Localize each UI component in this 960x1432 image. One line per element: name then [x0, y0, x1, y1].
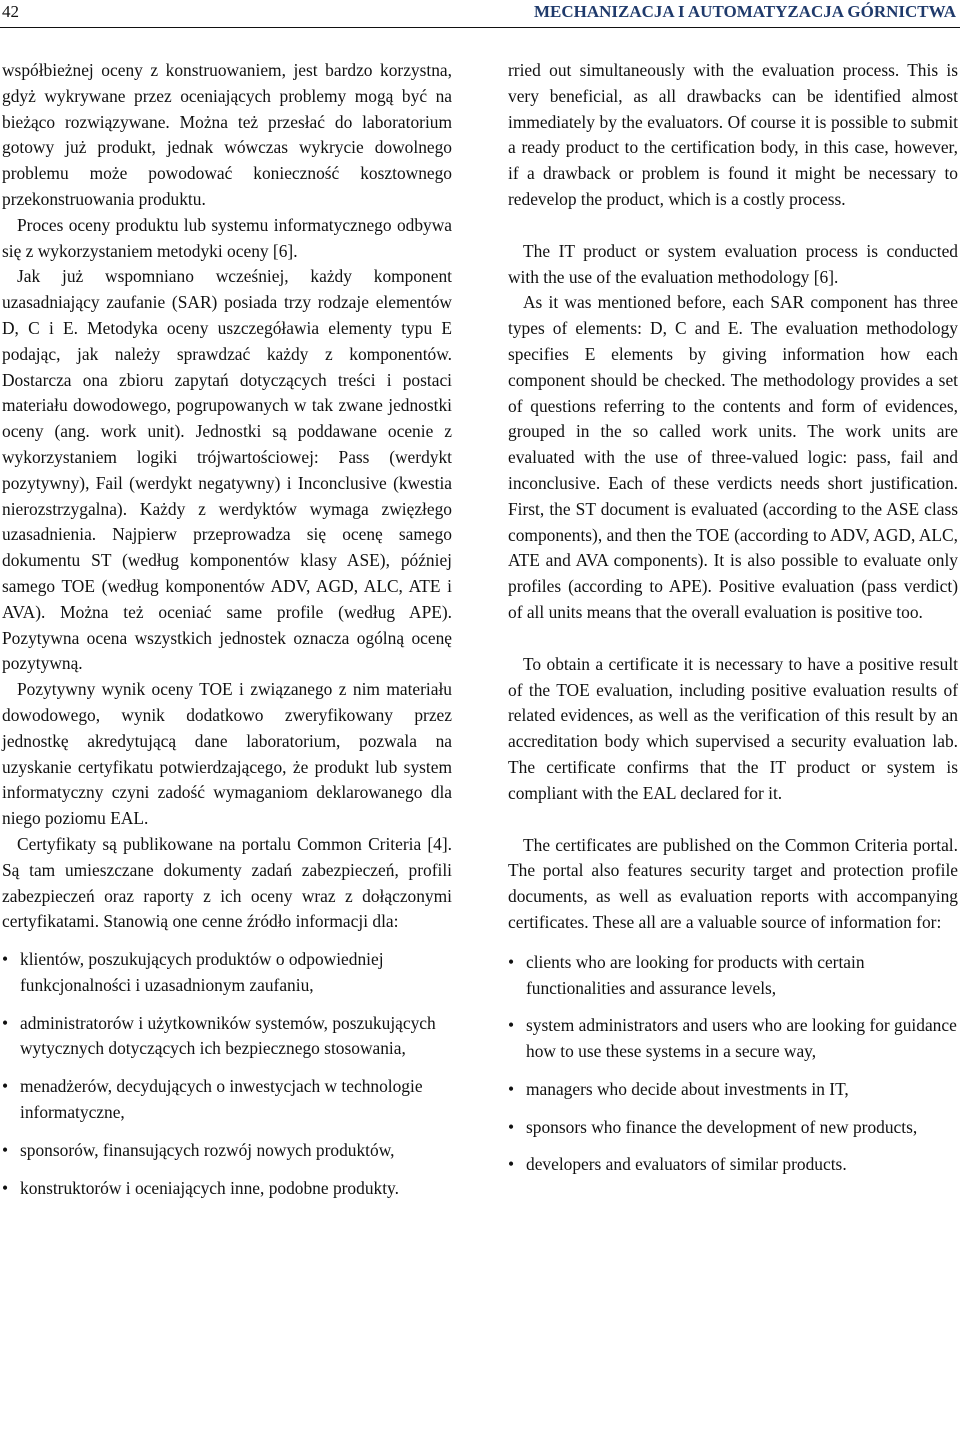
paragraph: The certificates are published on the Common Criteria portal. The portal also features security target and protection profile documents, as well as evaluation reports with accompanying certificates. These all are a valuable source of information for: — [508, 834, 958, 932]
paragraph-gap — [508, 626, 958, 652]
journal-title: MECHANIZACJA I AUTOMATYZACJA GÓRNICTWA — [533, 2, 956, 21]
list-item: • menadżerów, decydujących o inwestycjach w technologie informatyczne, — [2, 1074, 452, 1126]
list-item: • developers and evaluators of similar products. — [508, 1152, 958, 1178]
paragraph: Certyfikaty są publikowane na portalu Common Criteria [4]. Są tam umieszczane dokumenty zadań zabezpieczeń, profili zabezpieczeń oraz raporty z ich oceny wraz z dołączonymi certyfikatami. Stanowią one cenne źródło informacji dla: — [2, 833, 452, 932]
left-column — [2, 58, 452, 1201]
list-item: • sponsorów, finansujących rozwój nowych produktów, — [2, 1138, 452, 1164]
list-item: • administratorów i użytkowników systemów, poszukujących wytycznych dotyczących ich bezpiecznego stosowania, — [2, 1011, 452, 1063]
page-header — [0, 0, 960, 26]
paragraph: The IT product or system evaluation process is conducted with the use of the evaluation methodology [6]. — [508, 240, 958, 287]
list-item: • sponsors who finance the development of new products, — [508, 1115, 958, 1141]
paragraph-gap — [508, 213, 958, 239]
right-column — [508, 58, 958, 1178]
paragraph: Proces oceny produktu lub systemu informatycznego odbywa się z wykorzystaniem metodyki oceny [6]. — [2, 214, 452, 261]
paragraph: rried out simultaneously with the evaluation process. This is very beneficial, as all drawbacks can be identified almost immediately by the evaluators. Of course it is possible to submit a ready product to the certification body, in this case, however, if a drawback or problem is found it might be necessary to redevelop the product, which is a costly process. — [508, 60, 958, 209]
bullet-list — [508, 950, 958, 1179]
paragraph: Jak już wspomniano wcześniej, każdy komponent uzasadniający zaufanie (SAR) posiada trzy rodzaje elementów D, C i E. Metodyka oceny uszczegóławia elementy typu E podając, jak należy sprawdzać każdy z komponentów. Dostarcza ona zbioru zapytań dotyczących treści i postaci materiału dowodowego, pogrupowanych w tak zwane jednostki oceny (ang. work unit). Jednostki są poddawane ocenie z wykorzystaniem logiki trójwartościowej: Pass (werdykt pozytywny), Fail (werdykt negatywny) i Inconclusive (kwestia nierozstrzygalna). Każdy z werdyktów wymaga zwięzłego uzasadnienia. Najpierw przeprowadza się ocenę samego dokumentu ST (według komponentów klasy ASE), później samego TOE (według komponentów ADV, AGD, ALC, ATE i AVA). Można też oceniać same profile (według APE). Pozytywna ocena wszystkich jednostek oznacza ogólną ocenę pozytywną. — [2, 266, 452, 674]
list-item: • clients who are looking for products with certain functionalities and assurance levels, — [508, 950, 958, 1002]
header-rule — [0, 27, 960, 28]
list-item: • konstruktorów i oceniających inne, podobne produkty. — [2, 1176, 452, 1202]
list-item: • managers who decide about investments in IT, — [508, 1077, 958, 1103]
paragraph: współbieżnej oceny z konstruowaniem, jest bardzo korzystna, gdyż wykrywane przez oceniających problemy mogą być na bieżąco rozwiązywane. Można też przesłać do laboratorium gotowy już produkt, jednak wówczas wykrycie dowolnego problemu może powodować konieczność kosztownego przekonstruowania produktu. — [2, 60, 452, 209]
paragraph: Pozytywny wynik oceny TOE i związanego z nim materiału dowodowego, wynik dodatkowo zweryfikowany przez jednostkę akredytującą dane laboratorium, pozwala na uzyskanie certyfikatu potwierdzającego, że produkt lub system informatyczny czyni zadość wymaganiom deklarowanego dla niego poziomu EAL. — [2, 679, 452, 829]
list-item: • system administrators and users who are looking for guidance how to use these systems in a secure way, — [508, 1013, 958, 1065]
list-item: • klientów, poszukujących produktów o odpowiedniej funkcjonalności i uzasadnionym zaufaniu, — [2, 947, 452, 999]
bullet-list — [2, 947, 452, 1201]
paragraph-gap — [508, 807, 958, 833]
page-number: 42 — [2, 2, 19, 21]
paragraph: As it was mentioned before, each SAR component has three types of elements: D, C and E. The evaluation methodology specifies E elements by giving information how each component should be checked. The methodology provides a set of questions referring to the contents and form of evidences, grouped in the so called work units. The work units are evaluated with the use of three-valued logic: pass, fail and inconclusive. Each of these verdicts needs short justification. First, the ST document is evaluated (according to the ASE class components), and then the TOE (according to ADV, AGD, ALC, ATE and AVA components). It is also possible to evaluate only profiles (according to APE). Positive evaluation (pass verdict) of all units means that the overall evaluation is positive too. — [508, 292, 958, 622]
paragraph: To obtain a certificate it is necessary to have a positive result of the TOE evaluation, including positive evaluation results of related evidences, as well as the verification of this result by an accreditation body which supervised a security evaluation lab. The certificate confirms that the IT product or system is compliant with the EAL declared for it. — [508, 653, 958, 803]
